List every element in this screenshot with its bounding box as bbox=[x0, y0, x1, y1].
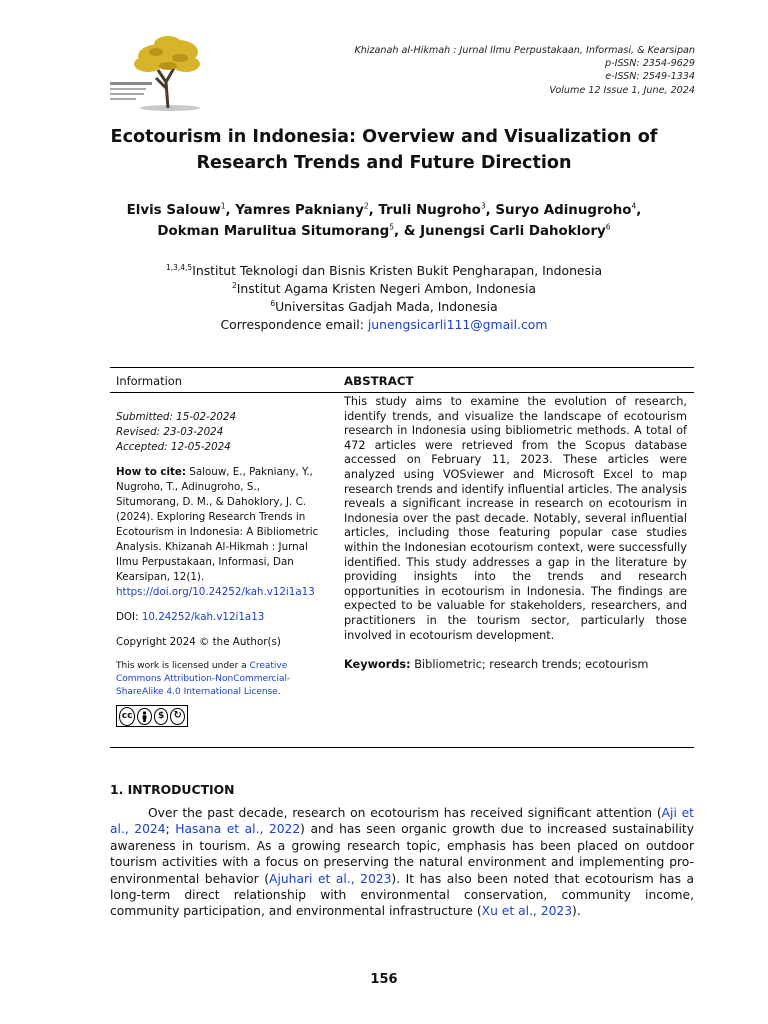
cite-doi-link[interactable]: https://doi.org/10.24252/kah.v12i1a13 bbox=[116, 586, 315, 598]
title-line-1: Ecotourism in Indonesia: Overview and Visualization of bbox=[110, 127, 658, 147]
affil-text: Universitas Gadjah Mada, Indonesia bbox=[275, 299, 498, 314]
page-number: 156 bbox=[370, 972, 398, 987]
author-affil-marker: 2 bbox=[363, 201, 369, 211]
information-heading: Information bbox=[116, 374, 182, 388]
author-name: Suryo Adinugroho bbox=[495, 203, 632, 218]
author-separator: , bbox=[368, 203, 379, 218]
author-separator: , bbox=[485, 203, 496, 218]
correspondence-email-link[interactable]: junengsicarli111@gmail.com bbox=[367, 317, 548, 332]
author-name: Yamres Pakniany bbox=[235, 203, 364, 218]
author-affil-marker: 4 bbox=[631, 201, 637, 211]
doi-link[interactable]: 10.24252/kah.v12i1a13 bbox=[141, 611, 265, 623]
citation-link[interactable]: Ajuhari et al., 2023 bbox=[269, 871, 392, 886]
information-column bbox=[116, 410, 322, 727]
nc-icon: $ bbox=[154, 708, 169, 725]
affiliation-2 bbox=[60, 280, 708, 298]
person-icon bbox=[140, 711, 149, 722]
revised-date: Revised: 23-03-2024 bbox=[116, 426, 224, 438]
author-line-1 bbox=[60, 200, 708, 221]
cite-label: How to cite: bbox=[116, 466, 187, 478]
how-to-cite bbox=[116, 465, 322, 600]
section-heading-introduction: 1. INTRODUCTION bbox=[110, 782, 235, 797]
table-bottom-rule bbox=[110, 747, 694, 748]
article-title bbox=[60, 124, 708, 176]
sa-icon: ↻ bbox=[170, 708, 185, 725]
introduction-paragraph bbox=[110, 805, 694, 920]
citation-link[interactable]: Hasana et al., 2022 bbox=[175, 822, 301, 837]
abstract-text: This study aims to examine the evolution of research, identify trends, and visualize the landscape of ecotourism research in Indonesia using bibliometric methods. A total of 472 articles were retrieved from the Scopus database accessed on February 11, 2023. These articles were analyzed using VOSviewer and Microsoft Excel to map research trends and identify influential articles. The analysis reveals a significant increase in research on ecotourism in Indonesia over the past decade. Notably, several influential articles, including those featuring popular case studies within the Indonesian ecotourism context, were successfully identified. This study addresses a gap in the literature by providing insights into the trends and research opportunities in ecotourism in Indonesia. The findings are expected to be valuable for stakeholders, researchers, and practitioners in the tourism sector, particularly those involved in ecotourism development. bbox=[344, 395, 687, 642]
affil-text: Institut Teknologi dan Bisnis Kristen Bukit Pengharapan, Indonesia bbox=[192, 263, 603, 278]
volume-issue: Volume 12 Issue 1, June, 2024 bbox=[549, 84, 695, 96]
table-header-rule bbox=[110, 392, 694, 393]
license-link[interactable]: Creative Commons Attribution-NonCommercial-ShareAlike 4.0 International License. bbox=[116, 661, 291, 697]
intro-text: Over the past decade, research on ecotourism has received significant attention ( bbox=[148, 806, 662, 820]
correspondence bbox=[60, 316, 708, 334]
journal-name: Khizanah al-Hikmah : Jurnal Ilmu Perpustakaan, Informasi, & Kearsipan bbox=[354, 45, 695, 56]
author-affil-marker: 5 bbox=[389, 222, 394, 232]
accepted-date: Accepted: 12-05-2024 bbox=[116, 441, 231, 453]
author-separator: , bbox=[636, 203, 642, 218]
author-affil-marker: 6 bbox=[605, 222, 611, 232]
author-separator: , bbox=[394, 224, 404, 239]
e-issn: e-ISSN: 2549-1334 bbox=[605, 71, 695, 83]
author-affil-marker: 1 bbox=[220, 201, 226, 211]
intro-text: ) and has seen organic growth due to increased sustainability awareness in tourism. As a growing research topic, emphasis has been placed on outdoor tourism activities with a focus on preserving the natural environment and implementing pro-environmental behavior ( bbox=[110, 822, 695, 886]
author-name: Dokman Marulitua Situmorang bbox=[157, 224, 390, 239]
doi-label: DOI: bbox=[116, 611, 142, 623]
citation-link[interactable]: Aji et al., 2024 bbox=[110, 806, 694, 837]
keywords-list: Bibliometric; research trends; ecotourism bbox=[410, 658, 649, 671]
author-affil-marker: 3 bbox=[480, 201, 486, 211]
keywords bbox=[344, 657, 687, 672]
correspondence-label: Correspondence email: bbox=[220, 317, 368, 332]
affil-marker: 6 bbox=[270, 298, 276, 308]
tree-logo-image bbox=[108, 30, 212, 112]
journal-logo bbox=[108, 30, 212, 112]
intro-text: ; bbox=[165, 822, 176, 837]
by-icon bbox=[137, 708, 152, 725]
title-line-2: Research Trends and Future Direction bbox=[196, 153, 572, 173]
cite-text: Salouw, E., Pakniany, Y., Nugroho, T., Adinugroho, S., Situmorang, D. M., & Dahoklory, J. C. (2024). Exploring Research Trends in Ecotourism in Indonesia: A Bibliometric Analysis. Khizanah Al-Hikmah : Jurnal Ilmu Perpustakaan, Informasi, Dan Kearsipan, 12(1). bbox=[116, 466, 319, 583]
author-name: & Junengsi Carli Dahoklory bbox=[403, 224, 606, 239]
affiliation-1 bbox=[60, 262, 708, 280]
journal-running-header bbox=[354, 44, 695, 97]
affil-text: Institut Agama Kristen Negeri Ambon, Indonesia bbox=[236, 281, 536, 296]
affiliations bbox=[60, 262, 708, 334]
abstract-heading: ABSTRACT bbox=[344, 374, 414, 388]
cc-license-badge[interactable] bbox=[116, 705, 188, 727]
cc-icon: cc bbox=[119, 707, 135, 726]
table-top-rule bbox=[110, 367, 694, 368]
article-dates bbox=[116, 410, 322, 455]
affiliation-3 bbox=[60, 298, 708, 316]
citation-link[interactable]: Xu et al., 2023 bbox=[481, 904, 573, 919]
license-notice bbox=[116, 660, 322, 699]
author-name: Elvis Salouw bbox=[126, 203, 221, 218]
keywords-label: Keywords: bbox=[344, 658, 411, 671]
affil-marker: 2 bbox=[232, 280, 237, 290]
copyright: Copyright 2024 © the Author(s) bbox=[116, 636, 281, 648]
author-line-2 bbox=[60, 221, 708, 242]
author-separator: , bbox=[225, 203, 236, 218]
intro-text: ). It has also been noted that ecotourism has a long-term direct relationship with environmental conservation, community income, community participation, and environmental infrastructure ( bbox=[110, 871, 695, 919]
intro-text: ). bbox=[572, 904, 581, 919]
license-prefix: This work is licensed under a bbox=[116, 661, 250, 671]
author-name: Truli Nugroho bbox=[378, 203, 481, 218]
doi bbox=[116, 610, 322, 625]
p-issn: p-ISSN: 2354-9629 bbox=[605, 58, 695, 70]
affil-marker: 1,3,4,5 bbox=[165, 262, 193, 272]
submitted-date: Submitted: 15-02-2024 bbox=[116, 411, 237, 423]
author-list bbox=[60, 200, 708, 242]
